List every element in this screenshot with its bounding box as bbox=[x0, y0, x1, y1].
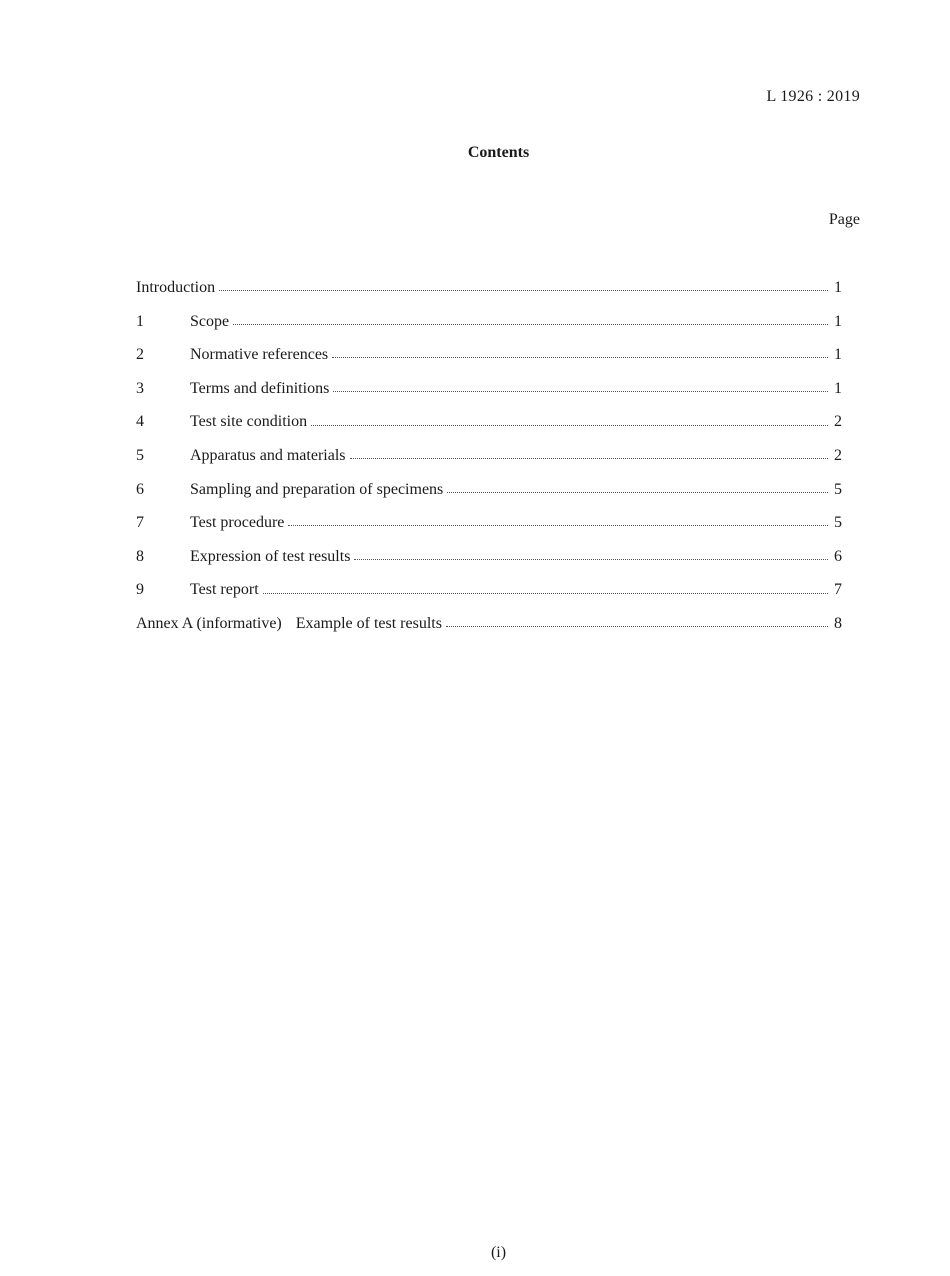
toc-entry-title: Normative references bbox=[190, 346, 329, 364]
toc-annex-title: Example of test results bbox=[295, 614, 442, 632]
toc-entry-page: 5 bbox=[834, 514, 842, 532]
dot-leader bbox=[333, 391, 828, 392]
toc-entry-number: 8 bbox=[136, 547, 144, 565]
toc-entry-normative-references[interactable] bbox=[136, 343, 842, 377]
toc-entry-number: 7 bbox=[136, 514, 144, 532]
toc-entry-title: Apparatus and materials bbox=[190, 446, 346, 464]
toc-annex-label: Annex A (informative) bbox=[136, 614, 282, 632]
contents-title: Contents bbox=[467, 144, 530, 161]
toc-entry-title: Terms and definitions bbox=[190, 379, 330, 397]
toc-annex-heading bbox=[136, 612, 446, 636]
toc-entry-expression-of-test-results[interactable] bbox=[136, 545, 842, 579]
toc-entry-test-site-condition[interactable] bbox=[136, 410, 842, 444]
toc-entry-title: Test site condition bbox=[190, 413, 308, 431]
toc-entry-sampling-and-preparation[interactable] bbox=[136, 478, 842, 512]
toc-entry-page: 7 bbox=[834, 581, 842, 599]
toc-entry-title: Sampling and preparation of specimens bbox=[190, 480, 444, 498]
toc-entry-introduction[interactable] bbox=[136, 276, 842, 310]
toc-entry-number: 6 bbox=[136, 480, 144, 498]
toc-entry-number: 9 bbox=[136, 581, 144, 599]
document-id: L 1926 : 2019 bbox=[766, 88, 860, 105]
dot-leader bbox=[263, 593, 828, 594]
dot-leader bbox=[354, 559, 828, 560]
toc-entry-title: Introduction bbox=[136, 279, 216, 296]
toc-entry-annex-a[interactable] bbox=[136, 612, 842, 646]
toc-entry-page: 2 bbox=[834, 413, 842, 431]
toc-entry-apparatus-and-materials[interactable] bbox=[136, 444, 842, 478]
toc-entry-title: Scope bbox=[190, 312, 230, 330]
dot-leader bbox=[446, 626, 828, 627]
toc-entry-title: Expression of test results bbox=[190, 547, 351, 565]
dot-leader bbox=[447, 492, 828, 493]
toc-entry-scope[interactable] bbox=[136, 310, 842, 344]
page-column-label: Page bbox=[828, 211, 860, 228]
toc-entry-page: 1 bbox=[834, 312, 842, 330]
toc-entry-page: 1 bbox=[834, 379, 842, 397]
dot-leader bbox=[219, 290, 828, 291]
dot-leader bbox=[233, 324, 828, 325]
toc-entry-test-report[interactable] bbox=[136, 578, 842, 612]
toc-entry-page: 8 bbox=[834, 614, 842, 632]
toc-entry-number: 1 bbox=[136, 312, 144, 330]
toc-entry-terms-and-definitions[interactable] bbox=[136, 377, 842, 411]
toc-entry-page: 5 bbox=[834, 480, 842, 498]
toc-entry-title: Test procedure bbox=[190, 514, 285, 532]
toc-entry-number: 3 bbox=[136, 379, 144, 397]
toc-entry-page: 6 bbox=[834, 547, 842, 565]
footer-page-number: (i) bbox=[490, 1244, 507, 1261]
dot-leader bbox=[350, 458, 829, 459]
dot-leader bbox=[332, 357, 828, 358]
toc-entry-number: 2 bbox=[136, 346, 144, 364]
toc-entry-number: 4 bbox=[136, 413, 144, 431]
dot-leader bbox=[311, 425, 828, 426]
toc-entry-number: 5 bbox=[136, 446, 144, 464]
toc-entry-page: 1 bbox=[834, 279, 842, 296]
toc-entry-page: 2 bbox=[834, 446, 842, 464]
toc-entry-test-procedure[interactable] bbox=[136, 511, 842, 545]
toc-entry-title: Test report bbox=[190, 581, 259, 599]
table-of-contents bbox=[136, 276, 842, 646]
dot-leader bbox=[288, 525, 828, 526]
toc-entry-page: 1 bbox=[834, 346, 842, 364]
